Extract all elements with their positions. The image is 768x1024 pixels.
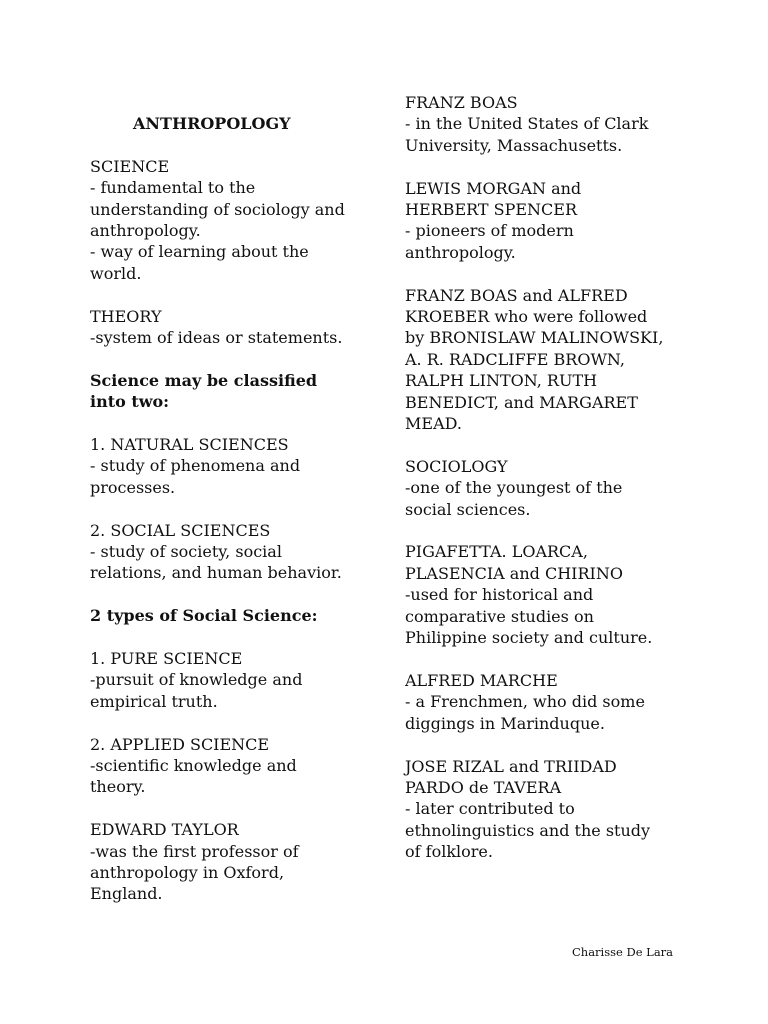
pigafetta-heading: PIGAFETTA. LOARCA, xyxy=(405,542,588,562)
theory-heading: THEORY xyxy=(90,306,162,326)
boas-kroeber-text-line: A. R. RADCLIFFE BROWN, xyxy=(405,349,625,369)
right-column xyxy=(405,92,695,863)
franz-boas-text-line: University, Massachusetts. xyxy=(405,135,623,155)
author-footer: Charisse De Lara xyxy=(572,945,674,959)
science-text-line: anthropology. xyxy=(90,221,201,241)
science-heading: SCIENCE xyxy=(90,156,170,176)
edward-taylor-text-line: England. xyxy=(90,884,163,904)
boas-kroeber-text-line: by BRONISLAW MALINOWSKI, xyxy=(405,328,664,348)
morgan-spencer-heading: LEWIS MORGAN and xyxy=(405,178,582,198)
morgan-spencer-text-line: - pioneers of modern xyxy=(405,221,574,241)
franz-boas-text-line: - in the United States of Clark xyxy=(405,114,649,134)
natural-sciences-text-line: processes. xyxy=(90,477,176,497)
pigafetta-heading: PLASENCIA and CHIRINO xyxy=(405,563,623,583)
pigafetta-text-line: Philippine society and culture. xyxy=(405,628,653,648)
alfred-marche-text-line: diggings in Marinduque. xyxy=(405,713,605,733)
boas-kroeber-text-line: BENEDICT, and MARGARET xyxy=(405,392,638,412)
applied-science-text-line: theory. xyxy=(90,777,146,797)
alfred-marche-heading: ALFRED MARCHE xyxy=(405,670,558,690)
boas-kroeber-text-line: FRANZ BOAS and ALFRED xyxy=(405,285,628,305)
natural-sciences-text-line: - study of phenomena and xyxy=(90,456,301,476)
page-title: ANTHROPOLOGY xyxy=(133,114,291,133)
types-heading: 2 types of Social Science: xyxy=(90,606,318,626)
pure-science-heading: 1. PURE SCIENCE xyxy=(90,649,243,669)
pigafetta-text-line: -used for historical and xyxy=(405,585,594,605)
edward-taylor-heading: EDWARD TAYLOR xyxy=(90,820,239,840)
applied-science-heading: 2. APPLIED SCIENCE xyxy=(90,734,270,754)
boas-kroeber-text-line: MEAD. xyxy=(405,414,462,434)
rizal-tavera-heading: JOSE RIZAL and TRIIDAD xyxy=(405,756,617,776)
applied-science-text-line: -scientific knowledge and xyxy=(90,756,297,776)
rizal-tavera-text-line: of folklore. xyxy=(405,842,493,862)
edward-taylor-text-line: anthropology in Oxford, xyxy=(90,863,285,883)
rizal-tavera-text-line: - later contributed to xyxy=(405,799,575,819)
sociology-text-line: social sciences. xyxy=(405,499,531,519)
classified-heading: Science may be classified xyxy=(90,370,318,390)
science-text-line: - way of learning about the xyxy=(90,242,309,262)
alfred-marche-text-line: - a Frenchmen, who did some xyxy=(405,692,645,712)
classified-heading: into two: xyxy=(90,392,170,412)
morgan-spencer-heading: HERBERT SPENCER xyxy=(405,200,578,220)
social-sciences-text-line: - study of society, social xyxy=(90,542,282,562)
franz-boas-heading: FRANZ BOAS xyxy=(405,93,518,112)
left-column xyxy=(90,113,375,905)
boas-kroeber-text-line: RALPH LINTON, RUTH xyxy=(405,371,598,391)
boas-kroeber-text-line: KROEBER who were followed xyxy=(405,307,648,327)
social-sciences-text-line: relations, and human behavior. xyxy=(90,563,342,583)
science-text-line: understanding of sociology and xyxy=(90,199,345,219)
rizal-tavera-heading: PARDO de TAVERA xyxy=(405,777,562,797)
pure-science-text-line: -pursuit of knowledge and xyxy=(90,670,303,690)
sociology-text-line: -one of the youngest of the xyxy=(405,478,623,498)
science-text-line: - fundamental to the xyxy=(90,178,256,198)
social-sciences-heading: 2. SOCIAL SCIENCES xyxy=(90,520,271,540)
morgan-spencer-text-line: anthropology. xyxy=(405,242,516,262)
pigafetta-text-line: comparative studies on xyxy=(405,606,594,626)
theory-text-line: -system of ideas or statements. xyxy=(90,328,343,348)
science-text-line: world. xyxy=(90,263,142,283)
pure-science-text-line: empirical truth. xyxy=(90,691,218,711)
natural-sciences-heading: 1. NATURAL SCIENCES xyxy=(90,435,289,455)
sociology-heading: SOCIOLOGY xyxy=(405,456,508,476)
edward-taylor-text-line: -was the first professor of xyxy=(90,841,299,861)
rizal-tavera-text-line: ethnolinguistics and the study xyxy=(405,820,651,840)
